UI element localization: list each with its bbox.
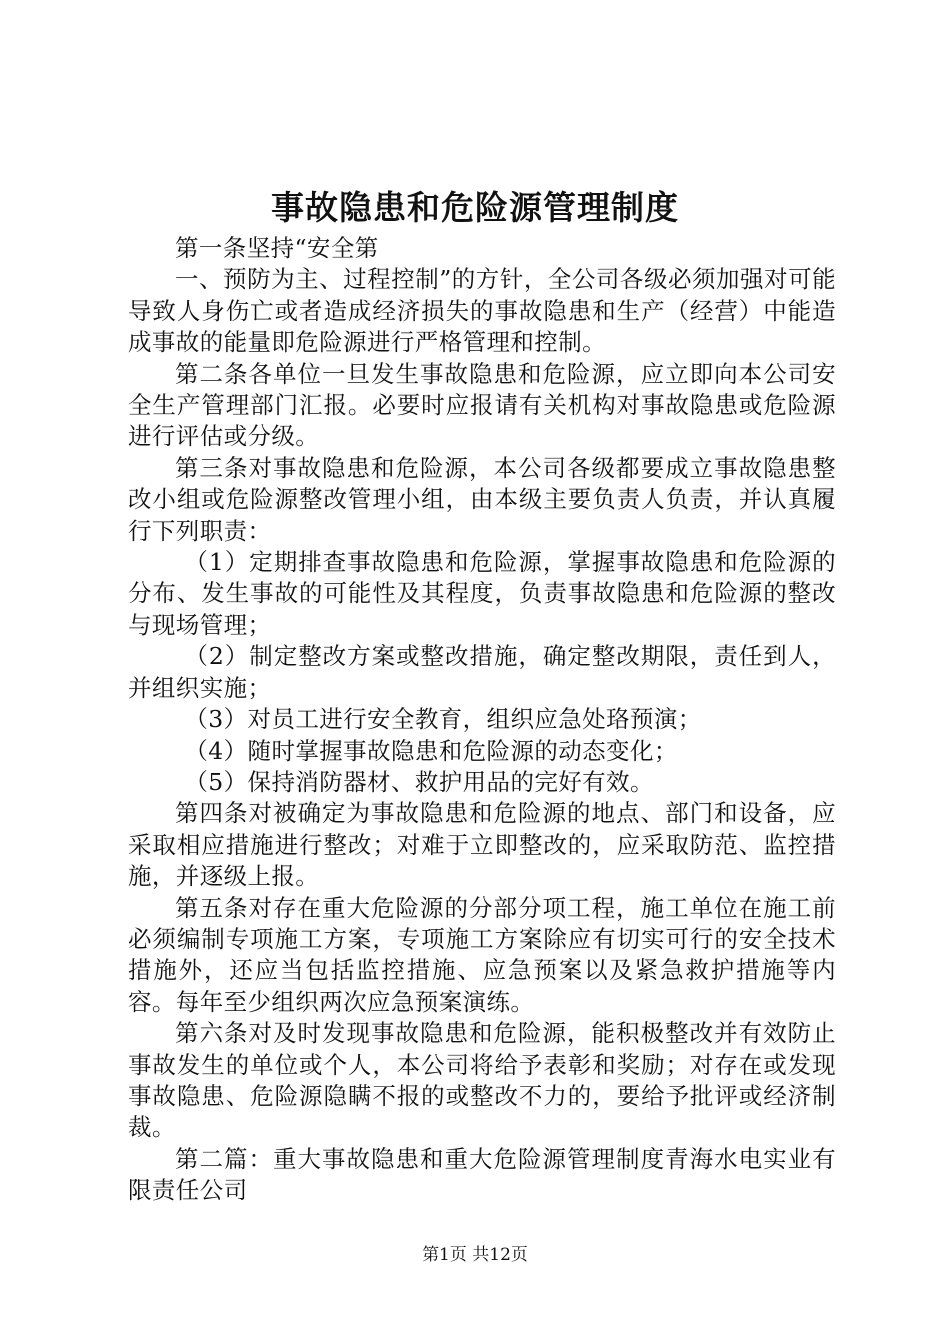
paragraph-article-3: 第三条对事故隐患和危险源，本公司各级都要成立事故隐患整改小组或危险源整改管理小组，由本级主要负责人负责，并认真履行下列职责：	[128, 453, 836, 545]
paragraph-article-1-heading: 第一条坚持“安全第	[175, 234, 379, 262]
paragraph-article-4: 第四条对被确定为事故隐患和危险源的地点、部门和设备，应采取相应措施进行整改；对难于立即整改的，应采取防范、监控措施，并逐级上报。	[128, 799, 836, 891]
paragraph-part-2-heading: 第二篇：重大事故隐患和重大危险源管理制度青海水电实业有限责任公司	[128, 1144, 836, 1205]
list-item-duty-2: （2）制定整改方案或整改措施，确定整改期限，责任到人，并组织实施；	[128, 642, 836, 702]
page-number-footer: 第1页 共12页	[422, 1245, 528, 1265]
list-item-duty-3: （3）对员工进行安全教育，组织应急处珞预演；	[184, 705, 702, 734]
document-body	[128, 233, 836, 1207]
document-title: 事故隐患和危险源管理制度	[271, 188, 679, 227]
paragraph-article-5: 第五条对存在重大危险源的分部分项工程，施工单位在施工前必须编制专项施工方案，专项施工方案除应有切实可行的安全技术措施外，还应当包括监控措施、应急预案以及紧急救护措施等内容。每年至少组织两次应急预案演练。	[128, 893, 836, 1016]
list-item-duty-1: （1）定期排查事故隐患和危险源，掌握事故隐患和危险源的分布、发生事故的可能性及其程度，负责事故隐患和危险源的整改与现场管理；	[128, 548, 836, 639]
list-item-duty-5: （5）保持消防器材、救护用品的完好有效。	[184, 767, 654, 796]
paragraph-article-6: 第六条对及时发现事故隐患和危险源，能积极整改并有效防止事故发生的单位或个人，本公司将给予表彰和奖励；对存在或发现事故隐患、危险源隐瞒不报的或整改不力的，要给予批评或经济制裁。	[128, 1019, 836, 1142]
list-item-duty-4: （4）随时掌握事故隐患和危险源的动态变化；	[184, 736, 678, 765]
paragraph-article-1: 一、预防为主、过程控制”的方针，全公司各级必须加强对可能导致人身伤亡或者造成经济损失的事故隐患和生产（经营）中能造成事故的能量即危险源进行严格管理和控制。	[128, 265, 836, 357]
paragraph-article-2: 第二条各单位一旦发生事故隐患和危险源，应立即向本公司安全生产管理部门汇报。必要时应报请有关机构对事故隐患或危险源进行评估或分级。	[128, 359, 836, 451]
